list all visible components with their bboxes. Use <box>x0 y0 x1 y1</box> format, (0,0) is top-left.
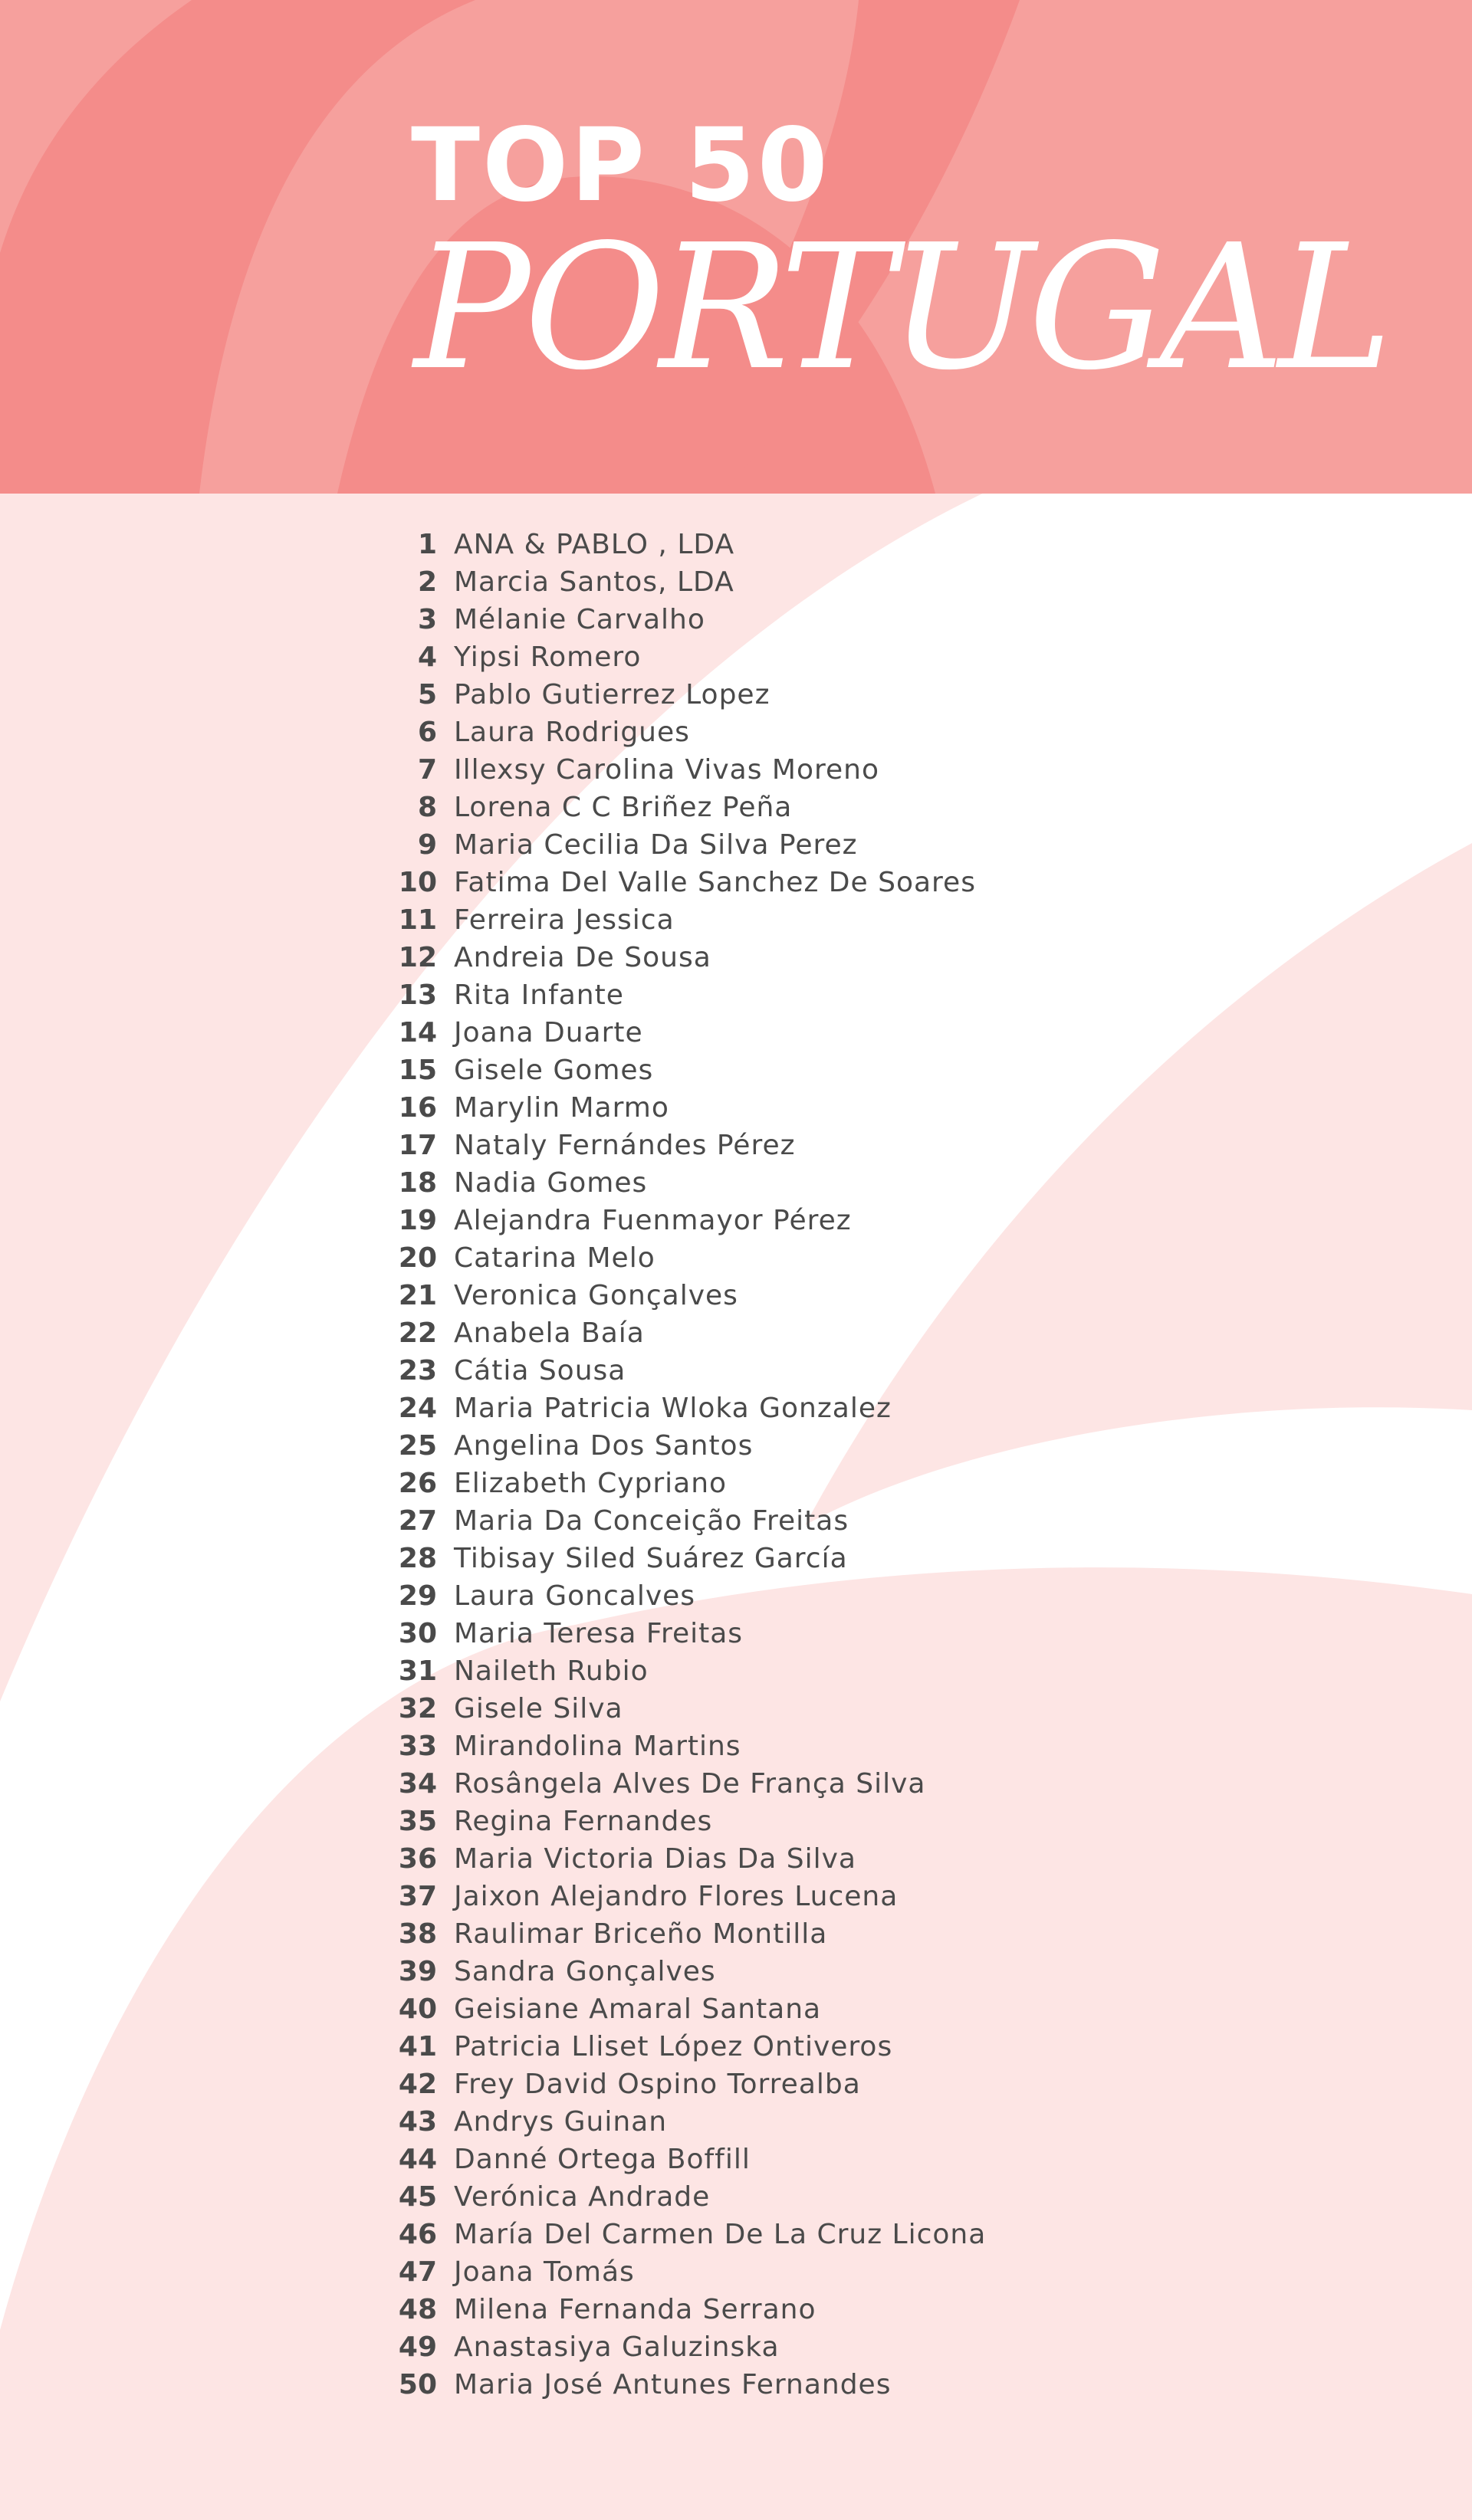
ranking-row <box>0 976 1073 1014</box>
rank-name: Veronica Gonçalves <box>454 1280 738 1311</box>
rank-number: 34 <box>398 1768 437 1800</box>
ranking-row <box>0 2028 1073 2066</box>
rank-name: Laura Goncalves <box>454 1580 696 1612</box>
ranking-row <box>0 601 1073 638</box>
rank-name: Danné Ortega Boffill <box>454 2144 751 2175</box>
ranking-row <box>0 826 1073 864</box>
ranking-row <box>0 2328 1073 2366</box>
ranking-row <box>0 1164 1073 1202</box>
rank-number: 24 <box>398 1393 437 1424</box>
rank-name: Jaixon Alejandro Flores Lucena <box>454 1881 899 1912</box>
rank-number: 26 <box>398 1468 437 1499</box>
rank-number: 50 <box>398 2369 437 2400</box>
rank-number: 25 <box>398 1430 437 1462</box>
rank-name: Mélanie Carvalho <box>454 604 705 635</box>
ranking-row <box>0 1878 1073 1915</box>
rank-name: Maria Da Conceição Freitas <box>454 1505 849 1537</box>
ranking-row <box>0 789 1073 826</box>
ranking-list <box>0 526 1073 2404</box>
ranking-row <box>0 1277 1073 1314</box>
rank-name: Sandra Gonçalves <box>454 1956 716 1987</box>
rank-name: Tibisay Siled Suárez García <box>454 1543 848 1574</box>
rank-name: Andreia De Sousa <box>454 942 711 973</box>
ranking-row <box>0 1690 1073 1728</box>
ranking-row <box>0 1427 1073 1465</box>
rank-name: Alejandra Fuenmayor Pérez <box>454 1205 852 1236</box>
rank-number: 35 <box>398 1806 437 1837</box>
rank-number: 39 <box>398 1956 437 1987</box>
rank-number: 10 <box>398 867 437 898</box>
rank-number: 42 <box>398 2069 437 2100</box>
rank-number: 22 <box>398 1317 437 1349</box>
rank-number: 14 <box>398 1017 437 1048</box>
rank-number: 36 <box>398 1843 437 1875</box>
rank-number: 37 <box>398 1881 437 1912</box>
rank-number: 48 <box>398 2294 437 2325</box>
rank-number: 49 <box>398 2331 437 2363</box>
ranking-row <box>0 638 1073 676</box>
rank-name: Nataly Fernándes Pérez <box>454 1130 796 1161</box>
rank-name: María Del Carmen De La Cruz Licona <box>454 2219 987 2250</box>
ranking-row <box>0 2366 1073 2404</box>
ranking-row <box>0 1239 1073 1277</box>
rank-name: Raulimar Briceño Montilla <box>454 1918 828 1950</box>
ranking-row <box>0 1502 1073 1540</box>
rank-name: Andrys Guinan <box>454 2106 668 2138</box>
ranking-row <box>0 864 1073 901</box>
rank-number: 19 <box>398 1205 437 1236</box>
rank-number: 28 <box>398 1543 437 1574</box>
ranking-row <box>0 1803 1073 1840</box>
title-top-50: TOP 50 <box>411 107 830 225</box>
rank-number: 8 <box>417 792 437 823</box>
rank-number: 17 <box>398 1130 437 1161</box>
rank-name: Gisele Silva <box>454 1693 623 1724</box>
rank-name: Maria Teresa Freitas <box>454 1618 744 1649</box>
ranking-row <box>0 939 1073 976</box>
ranking-row <box>0 1014 1073 1052</box>
ranking-row <box>0 1089 1073 1127</box>
rank-number: 11 <box>398 904 437 936</box>
ranking-row <box>0 1202 1073 1239</box>
ranking-row <box>0 2291 1073 2328</box>
ranking-row <box>0 1465 1073 1502</box>
ranking-row <box>0 526 1073 563</box>
rank-name: Rosângela Alves De França Silva <box>454 1768 926 1800</box>
rank-name: Elizabeth Cypriano <box>454 1468 728 1499</box>
rank-name: Maria Victoria Dias Da Silva <box>454 1843 856 1875</box>
rank-name: Regina Fernandes <box>454 1806 713 1837</box>
rank-name: Illexsy Carolina Vivas Moreno <box>454 754 879 786</box>
rank-number: 27 <box>398 1505 437 1537</box>
rank-name: Lorena C C Briñez Peña <box>454 792 793 823</box>
ranking-row <box>0 2253 1073 2291</box>
rank-number: 43 <box>398 2106 437 2138</box>
rank-name: Maria Cecilia Da Silva Perez <box>454 829 858 861</box>
rank-number: 16 <box>398 1092 437 1124</box>
rank-name: Laura Rodrigues <box>454 717 690 748</box>
ranking-row <box>0 1390 1073 1427</box>
rank-name: Geisiane Amaral Santana <box>454 1993 822 2025</box>
rank-number: 5 <box>417 679 437 710</box>
rank-name: Marylin Marmo <box>454 1092 669 1124</box>
rank-name: Verónica Andrade <box>454 2181 711 2213</box>
rank-number: 13 <box>398 979 437 1011</box>
rank-number: 30 <box>398 1618 437 1649</box>
rank-number: 6 <box>417 717 437 748</box>
header-banner <box>0 0 1472 494</box>
rank-number: 4 <box>417 641 437 673</box>
ranking-row <box>0 1990 1073 2028</box>
rank-name: Joana Tomás <box>454 2256 635 2288</box>
rank-name: Yipsi Romero <box>454 641 642 673</box>
rank-name: Mirandolina Martins <box>454 1731 741 1762</box>
title-portugal: PORTUGAL <box>414 208 1387 409</box>
rank-number: 38 <box>398 1918 437 1950</box>
ranking-row <box>0 714 1073 751</box>
rank-number: 47 <box>398 2256 437 2288</box>
rank-name: Angelina Dos Santos <box>454 1430 754 1462</box>
rank-number: 46 <box>398 2219 437 2250</box>
rank-name: Ferreira Jessica <box>454 904 675 936</box>
ranking-row <box>0 751 1073 789</box>
rank-name: Maria José Antunes Fernandes <box>454 2369 892 2400</box>
rank-name: Joana Duarte <box>454 1017 643 1048</box>
rank-name: Nadia Gomes <box>454 1167 648 1199</box>
ranking-row <box>0 1615 1073 1652</box>
rank-name: Naileth Rubio <box>454 1655 649 1687</box>
rank-number: 12 <box>398 942 437 973</box>
rank-name: Fatima Del Valle Sanchez De Soares <box>454 867 976 898</box>
ranking-row <box>0 1840 1073 1878</box>
rank-name: Anabela Baía <box>454 1317 645 1349</box>
rank-number: 9 <box>417 829 437 861</box>
rank-number: 1 <box>417 529 437 560</box>
ranking-row <box>0 1577 1073 1615</box>
rank-number: 32 <box>398 1693 437 1724</box>
ranking-row <box>0 1915 1073 1953</box>
ranking-row <box>0 563 1073 601</box>
rank-number: 45 <box>398 2181 437 2213</box>
rank-name: Cátia Sousa <box>454 1355 626 1386</box>
ranking-row <box>0 676 1073 714</box>
rank-name: Frey David Ospino Torrealba <box>454 2069 861 2100</box>
ranking-row <box>0 2103 1073 2141</box>
rank-number: 44 <box>398 2144 437 2175</box>
rank-name: Anastasiya Galuzinska <box>454 2331 780 2363</box>
ranking-row <box>0 1352 1073 1390</box>
rank-number: 21 <box>398 1280 437 1311</box>
rank-number: 33 <box>398 1731 437 1762</box>
rank-number: 41 <box>398 2031 437 2062</box>
ranking-row <box>0 1728 1073 1765</box>
rank-number: 20 <box>398 1242 437 1274</box>
ranking-row <box>0 1652 1073 1690</box>
ranking-row <box>0 901 1073 939</box>
rank-name: Patricia Lliset López Ontiveros <box>454 2031 893 2062</box>
ranking-row <box>0 1127 1073 1164</box>
ranking-row <box>0 2141 1073 2178</box>
rank-number: 7 <box>417 754 437 786</box>
rank-name: Rita Infante <box>454 979 624 1011</box>
rank-name: Gisele Gomes <box>454 1055 654 1086</box>
rank-number: 40 <box>398 1993 437 2025</box>
ranking-row <box>0 1052 1073 1089</box>
rank-name: Marcia Santos, LDA <box>454 566 734 598</box>
ranking-row <box>0 2216 1073 2253</box>
rank-name: Milena Fernanda Serrano <box>454 2294 816 2325</box>
ranking-row <box>0 1953 1073 1990</box>
rank-name: Pablo Gutierrez Lopez <box>454 679 770 710</box>
rank-name: Maria Patricia Wloka Gonzalez <box>454 1393 892 1424</box>
rank-number: 23 <box>398 1355 437 1386</box>
ranking-row <box>0 1765 1073 1803</box>
rank-number: 29 <box>398 1580 437 1612</box>
rank-number: 31 <box>398 1655 437 1687</box>
rank-name: ANA & PABLO , LDA <box>454 529 735 560</box>
rank-number: 15 <box>398 1055 437 1086</box>
ranking-row <box>0 2178 1073 2216</box>
rank-name: Catarina Melo <box>454 1242 656 1274</box>
ranking-row <box>0 1540 1073 1577</box>
rank-number: 2 <box>417 566 437 598</box>
rank-number: 3 <box>417 604 437 635</box>
rank-number: 18 <box>398 1167 437 1199</box>
ranking-row <box>0 2066 1073 2103</box>
ranking-row <box>0 1314 1073 1352</box>
